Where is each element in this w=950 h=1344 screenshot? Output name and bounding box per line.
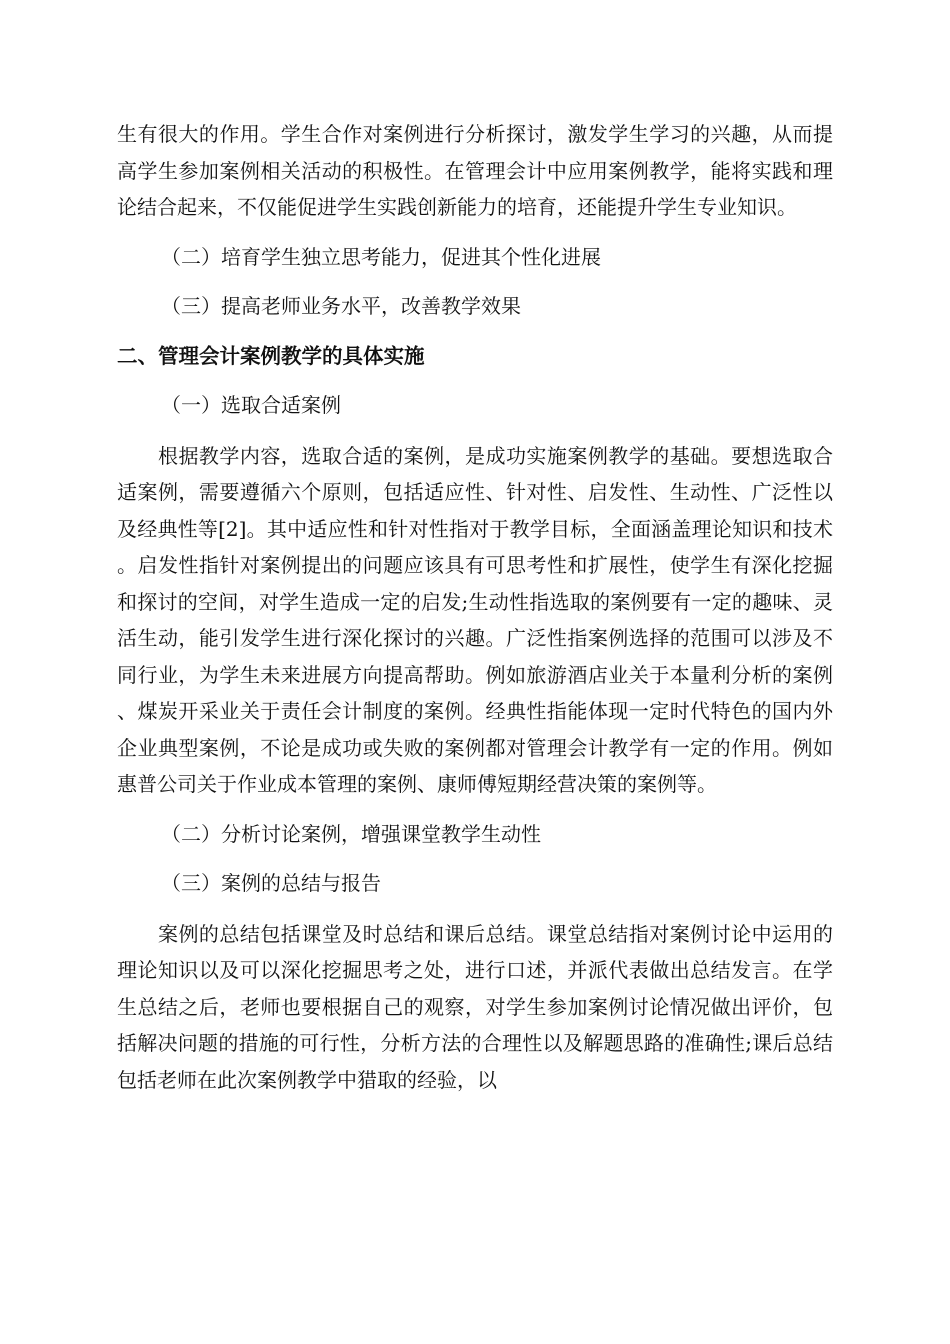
subheading-discuss-cases: （二）分析讨论案例，增强课堂教学生动性: [161, 821, 541, 846]
subheading-select-cases: （一）选取合适案例: [161, 393, 341, 417]
section-heading-implementation: 二、管理会计案例教学的具体实施: [117, 343, 425, 368]
document-page: [117, 116, 833, 1098]
subheading-independent-thinking: （二）培育学生独立思考能力，促进其个性化进展: [161, 244, 601, 269]
paragraph-case-teaching-benefits: 生有很大的作用。学生合作对案例进行分析探讨，激发学生学习的兴趣，从而提高学生参加案例相关活动的积极性。在管理会计中应用案例教学，能将实践和理论结合起来，不仅能促进学生实践创新能力的培育，还能提升学生专业知识。: [117, 122, 833, 219]
paragraph-selection-principles: 根据教学内容，选取合适的案例，是成功实施案例教学的基础。要想选取合适案例，需要遵循六个原则，包括适应性、针对性、启发性、生动性、广泛性以及经典性等[2]。其中适应性和针对性指对于教学目标，全面涵盖理论知识和技术。启发性指针对案例提出的问题应该具有可思考性和扩展性，使学生有深化挖掘和探讨的空间，对学生造成一定的启发;生动性指选取的案例要有一定的趣味、灵活生动，能引发学生进行深化探讨的兴趣。广泛性指案例选择的范围可以涉及不同行业，为学生未来进展方向提高帮助。例如旅游酒店业关于本量利分析的案例、煤炭开采业关于责任会计制度的案例。经典性指能体现一定时代特色的国内外企业典型案例，不论是成功或失败的案例都对管理会计教学有一定的作用。例如惠普公司关于作业成本管理的案例、康师傅短期经营决策的案例等。: [117, 443, 833, 796]
paragraph-case-summary: 案例的总结包括课堂及时总结和课后总结。课堂总结指对案例讨论中运用的理论知识以及可以深化挖掘思考之处，进行口述，并派代表做出总结发言。在学生总结之后，老师也要根据自己的观察，对学生参加案例讨论情况做出评价，包括解决问题的措施的可行性，分析方法的合理性以及解题思路的准确性;课后总结包括老师在此次案例教学中猎取的经验，以: [117, 921, 833, 1092]
subheading-summary-report: （三）案例的总结与报告: [161, 871, 381, 895]
subheading-teacher-level: （三）提高老师业务水平，改善教学效果: [161, 294, 521, 318]
